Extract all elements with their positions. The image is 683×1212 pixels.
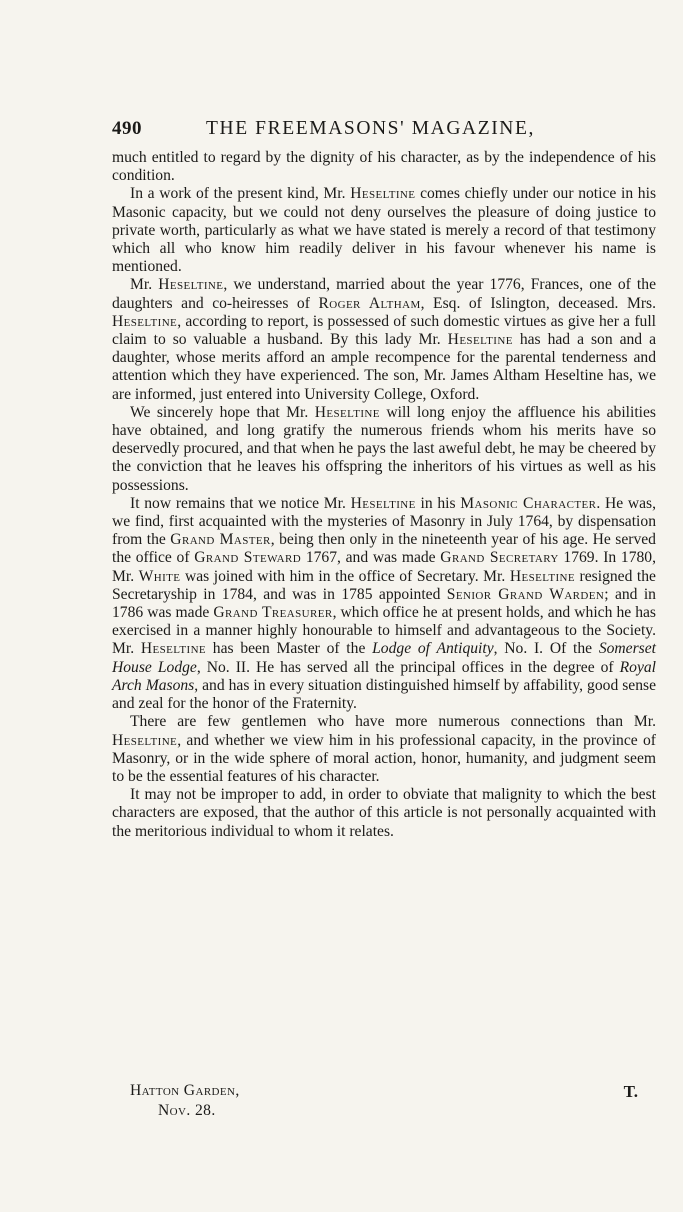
p2-text-a: In a work of the present kind, Mr. (130, 185, 351, 203)
p5-s4: , being then only in the nineteenth year of his age. He served the office of (112, 531, 656, 567)
signoff (130, 1082, 638, 1122)
paragraph-2 (112, 185, 656, 276)
p5-n6: White (138, 567, 181, 585)
p5-s9: ; and in 1786 was made (112, 585, 656, 622)
paragraph-4 (112, 404, 656, 495)
p5-s1: It now remains that we notice Mr. (130, 494, 351, 512)
paragraph-1 (112, 149, 656, 185)
p5-n5: Grand Secretary (440, 549, 559, 567)
p2-name: Heseltine (350, 185, 416, 203)
p3-s3: , Esq. of Islington, deceased. Mrs. (420, 294, 656, 312)
p5-n4: Grand Steward (194, 549, 302, 567)
p6-text-a: There are few gentlemen who have more numerous connections than Mr. (130, 713, 656, 731)
p5-s11: has been Master of the (206, 640, 373, 658)
paragraph-5 (112, 495, 656, 713)
p6-text-b: , and whether we view him in his professional capacity, in the province of Masonry, or in the wide sphere of moral action, honor, humanity, and judgment seem to be the essential features of his character. (112, 731, 656, 785)
running-title: THE FREEMASONS' MAGAZINE, (206, 118, 535, 139)
article-body (112, 149, 656, 841)
p4-name: Heseltine (314, 403, 380, 421)
p5-i2: Somerset House Lodge (112, 640, 656, 676)
p5-n2: Masonic Character (460, 494, 597, 512)
p5-s14: , and has in every situation distinguished himself by affability, good sense and zeal for the honor of the Fraternity. (112, 676, 657, 713)
p6-name: Heseltine (112, 731, 178, 749)
p5-s3: . He was, we find, first acquainted with the mysteries of Masonry in July 1764, by dispensation from the (112, 494, 657, 549)
p5-s8: resigned the Secretaryship in 1784, and was in 1785 appointed (112, 567, 656, 603)
p5-s13: , No. II. He has served all the principal offices in the degree of (196, 658, 620, 676)
p5-s7: was joined with him in the office of Secretary. Mr. (180, 567, 510, 585)
p5-i1: Lodge of Antiquity (372, 640, 494, 658)
page-number: 490 (112, 118, 142, 139)
p5-s5: 1767, and was made (301, 549, 441, 567)
p5-s6: 1769. In 1780, Mr. (112, 549, 656, 585)
p5-n3: Grand Master (170, 531, 271, 549)
p4-text-a: We sincerely hope that Mr. (130, 403, 315, 421)
p2-text-b: comes chiefly under our notice in his Masonic capacity, but we could not deny ourselves the pleasure of doing justice to private worth, particularly as what we have stated is merely a record of that testimony which all who know him readily deliver in his favour whenever his name is mentioned. (112, 185, 657, 276)
paragraph-1-text: much entitled to regard by the dignity of his character, as by the independence of his condition. (112, 149, 656, 185)
p5-s10: , which office he at present holds, and which he has exercised in a manner highly honourable to himself and advantageous to the Society. Mr. (112, 604, 657, 658)
signoff-initial: T. (623, 1082, 638, 1101)
paragraph-7 (112, 786, 656, 841)
p3-n3: Heseltine (112, 312, 178, 330)
p3-s4: , according to report, is possessed of such domestic virtues as give her a full claim to so valuable a husband. By this lady Mr. (112, 312, 656, 349)
paragraph-6 (112, 713, 656, 786)
p3-s2: , we understand, married about the year 1776, Frances, one of the daughters and co-heiresses of (112, 276, 656, 312)
p5-s12: , No. I. Of the (493, 640, 599, 658)
p3-n1: Heseltine (158, 276, 224, 294)
signoff-date: Nov. 28. (158, 1102, 216, 1119)
p3-n2: Roger Altham (318, 294, 421, 312)
p3-n4: Heseltine (447, 331, 513, 349)
p5-n10: Heseltine (140, 640, 207, 658)
p3-s5: has had a son and a daughter, whose merits afford an ample recompence for the parental tenderness and attention which they have experienced. The son, Mr. James Altham Heseltine has, we are informed, just entered into University College, Oxford. (112, 331, 657, 403)
paragraph-7-text: It may not be improper to add, in order to obviate that malignity to which the best characters are exposed, that the author of this article is not personally acquainted with the meritorious individual to whom it relates. (112, 786, 656, 840)
p5-n7: Heseltine (509, 567, 575, 585)
page-header (112, 118, 656, 142)
signoff-place: Hatton Garden, (130, 1082, 240, 1099)
p5-s2: in his (415, 494, 461, 512)
p3-s1: Mr. (130, 276, 159, 294)
p5-n9: Grand Treasurer (213, 604, 333, 622)
p5-n1: Heseltine (350, 494, 416, 512)
paragraph-3 (112, 276, 656, 403)
p4-text-b: will long enjoy the affluence his abilities have obtained, and long gratify the numerous friends whom his merits have so deservedly procured, and that when he pays the last aweful debt, he may be cheered by the conviction that he leaves his offspring the inheritors of his virtues as well as his possessions. (112, 403, 657, 494)
p5-i3: Royal Arch Masons (112, 658, 656, 694)
p5-n8: Senior Grand Warden (446, 585, 605, 603)
